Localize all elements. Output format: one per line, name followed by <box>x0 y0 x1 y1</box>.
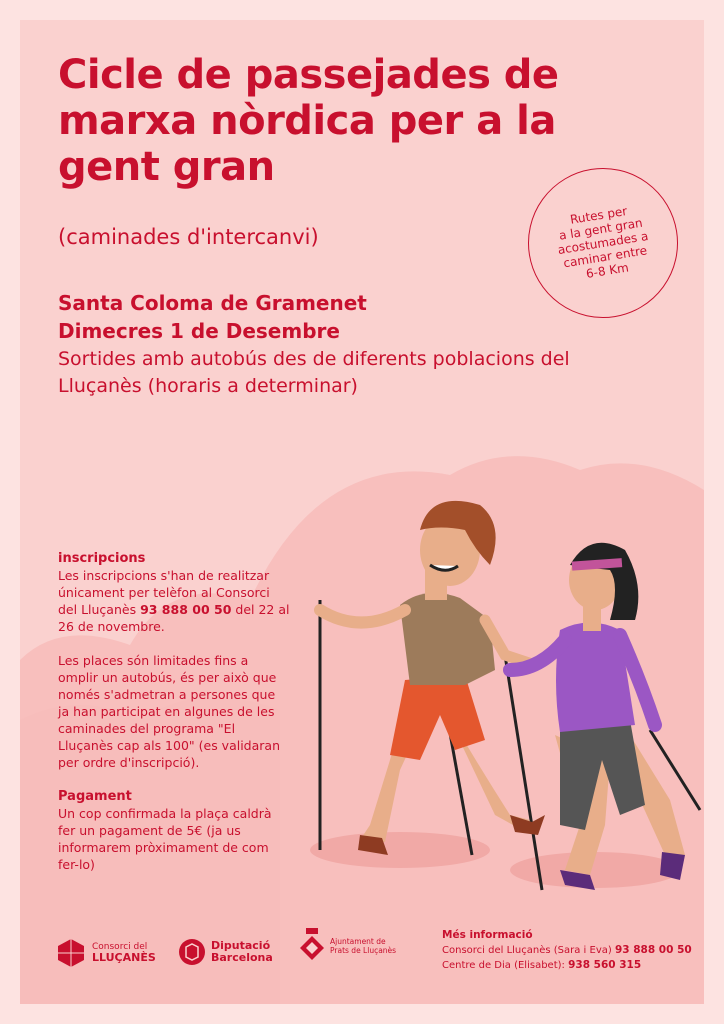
ajuntament-shield-icon <box>298 926 326 966</box>
more-info-line1: Consorci del Lluçanès (Sara i Eva) <box>442 945 615 956</box>
more-info-phone2: 938 560 315 <box>568 959 642 971</box>
poster <box>20 20 704 1004</box>
consorci-logo <box>56 938 156 968</box>
consorci-label-1: Consorci del <box>92 942 148 952</box>
info-column <box>58 550 290 890</box>
diputacio-logo <box>178 938 273 966</box>
route-description: Sortides amb autobús des de diferents poblacions del Lluçanès (horaris a determinar) <box>58 348 570 397</box>
places-text: Les places són limitades fins a omplir un autobús, és per això que només s'admetran a persones que ja han participat en algunes de les caminades del programa "El Lluçanès cap als 100" (es validaran per ordre d'inscripció). <box>58 653 281 770</box>
consorci-label-2: LLUÇANÈS <box>92 951 156 964</box>
ajuntament-label-2: Prats de Lluçanès <box>330 946 397 955</box>
man-figure <box>320 501 545 890</box>
pagament-heading: Pagament <box>58 789 132 804</box>
diputacio-label-2: Barcelona <box>211 951 273 964</box>
consorci-icon <box>56 938 86 968</box>
phone-number: 93 888 00 50 <box>140 602 232 617</box>
pagament-text: Un cop confirmada la plaça caldrà fer un pagament de 5€ (ja us informarem pròximament de com fer-lo) <box>58 806 272 872</box>
subtitle: (caminades d'intercanvi) <box>58 225 319 249</box>
more-info-line2: Centre de Dia (Elisabet): <box>442 960 569 971</box>
badge-text: Rutes per a la gent gran acostumades a caminar entre 6-8 Km <box>556 203 650 281</box>
page-title: Cicle de passejades de marxa nòrdica per a la gent gran <box>58 52 559 190</box>
inscripcions-text <box>58 567 290 635</box>
event-date: Dimecres 1 de Desembre <box>58 319 340 343</box>
diputacio-label-1: Diputació <box>211 939 271 952</box>
inscripcions-text-start: Les inscripcions s'han de realitzar únicament per telèfon al Consorci del Lluçanès <box>58 568 270 617</box>
ajuntament-label-1: Ajuntament de <box>330 937 386 946</box>
more-info <box>442 928 692 973</box>
more-info-phone1: 93 888 00 50 <box>614 944 692 956</box>
inscripcions-text-end: del 22 al 26 de novembre. <box>58 602 290 634</box>
more-info-heading: Més informació <box>442 929 533 941</box>
woman-figure <box>510 543 700 890</box>
inscripcions-heading: inscripcions <box>58 551 146 566</box>
walkers-illustration <box>290 470 704 900</box>
event-place: Santa Coloma de Gramenet <box>58 291 367 315</box>
diputacio-icon <box>178 938 206 966</box>
ajuntament-logo <box>298 926 396 966</box>
